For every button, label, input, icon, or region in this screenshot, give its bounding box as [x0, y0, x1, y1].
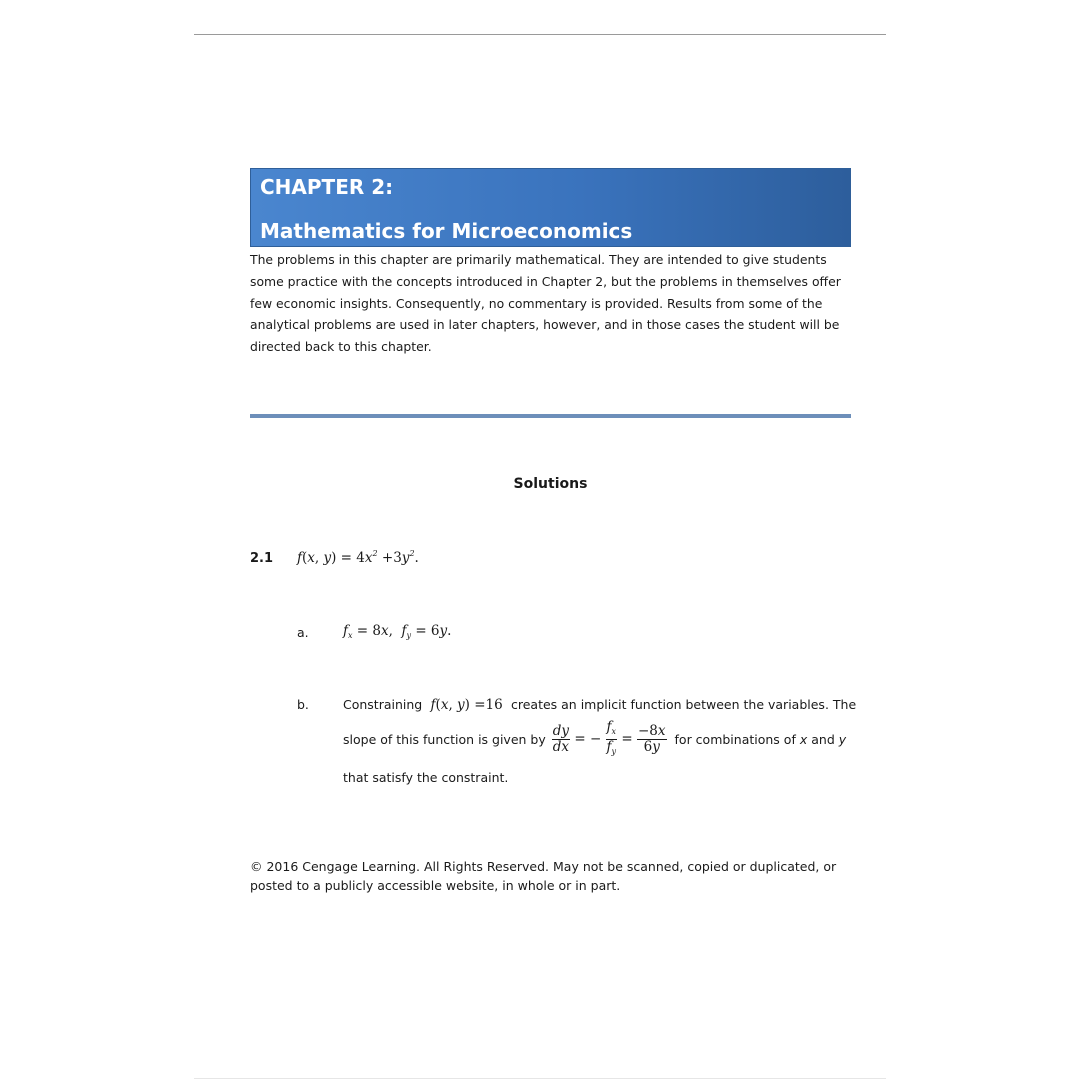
part-b-text: slope of this function is given by: [343, 731, 546, 747]
part-b-text: creates an implicit function between the variables. The: [510, 697, 857, 712]
part-b-text: for combinations of: [674, 731, 796, 747]
constraint-math: f(x, y) =16: [426, 697, 507, 713]
solutions-heading: Solutions: [513, 476, 588, 492]
section-divider: [250, 414, 851, 418]
copyright-line: posted to a publicly accessible website, in whole or in part.: [250, 878, 621, 893]
chapter-number: CHAPTER 2:: [260, 175, 394, 199]
variable-x: x: [799, 731, 808, 747]
slope-equation: $\frac{dy}{dx}$ = − $\frac{f_x}{f_y}$ = $\frac{-8x}{6y}$: [552, 718, 666, 756]
part-a-answer: $f_x = 8x$, $f_y = 6y$.: [343, 623, 452, 640]
copyright-notice: [250, 857, 850, 895]
part-b-line2: [343, 717, 846, 761]
page-top-rule: [194, 34, 886, 35]
intro-line: directed back to this chapter.: [250, 339, 432, 355]
part-a-label: a.: [297, 625, 309, 640]
page-bottom-rule: [194, 1078, 886, 1079]
intro-line: some practice with the concepts introduced in Chapter 2, but the problems in themselves offer: [250, 273, 841, 289]
intro-paragraph: [250, 249, 854, 358]
part-b-line3: that satisfy the constraint.: [343, 770, 509, 785]
problem-equation: f(x, $y) = 4x^2 +3y^2$.: [297, 549, 419, 566]
intro-line: few economic insights. Consequently, no commentary is provided. Results from some of the: [250, 295, 823, 311]
variable-y: y: [838, 731, 847, 747]
intro-line: analytical problems are used in later chapters, however, and in those cases the student will be: [250, 317, 840, 333]
copyright-line: © 2016 Cengage Learning. All Rights Reserved. May not be scanned, copied or duplicated, or: [250, 859, 837, 874]
problem-number: 2.1: [250, 551, 274, 566]
intro-line: The problems in this chapter are primarily mathematical. They are intended to give students: [250, 252, 827, 267]
part-b-label: b.: [297, 697, 309, 712]
chapter-banner: [250, 168, 851, 247]
part-b-text: Constraining: [343, 697, 423, 712]
part-b-text: and: [811, 731, 835, 747]
chapter-title: Mathematics for Microeconomics: [260, 219, 633, 243]
part-b-line1: [343, 697, 856, 713]
